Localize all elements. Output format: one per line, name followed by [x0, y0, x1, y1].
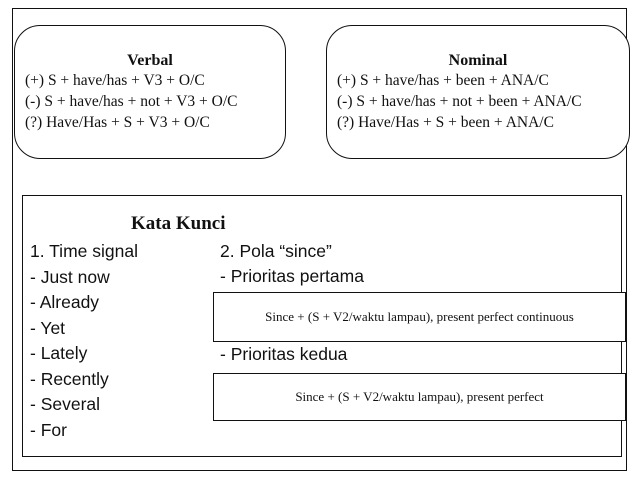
verbal-question: (?) Have/Has + S + V3 + O/C [25, 114, 210, 131]
time-signal-item: - Several [30, 394, 101, 414]
priority2-formula-box [213, 373, 626, 421]
kata-kunci-box [22, 195, 622, 457]
verbal-title: Verbal [127, 52, 173, 69]
priority2-formula: Since + (S + V2/waktu lampau), present perfect [295, 389, 544, 404]
priority1-formula: Since + (S + V2/waktu lampau), present perfect continuous [265, 309, 574, 324]
since-heading: 2. Pola “since” [220, 241, 332, 261]
nominal-negative: (-) S + have/has + not + been + ANA/C [337, 93, 582, 110]
verbal-box [14, 25, 286, 159]
nominal-positive: (+) S + have/has + been + ANA/C [337, 72, 549, 89]
nominal-box [326, 25, 630, 159]
priority1-label: - Prioritas pertama [220, 266, 364, 286]
time-signal-item: - For [30, 419, 67, 440]
verbal-positive: (+) S + have/has + V3 + O/C [25, 72, 205, 89]
time-signal-item: - Lately [30, 343, 88, 363]
time-signal-list [30, 239, 138, 443]
time-signal-item: - Recently [30, 368, 109, 389]
nominal-question: (?) Have/Has + S + been + ANA/C [337, 114, 554, 131]
time-signal-item: - Already [30, 292, 100, 312]
time-signal-item: - Just now [30, 266, 110, 287]
kata-kunci-title: Kata Kunci [131, 213, 226, 234]
priority1-formula-box [213, 292, 626, 342]
time-signal-item: - Yet [30, 317, 66, 338]
priority2-label: - Prioritas kedua [220, 344, 348, 364]
nominal-title: Nominal [448, 52, 508, 69]
time-signal-heading: 1. Time signal [30, 241, 138, 261]
verbal-negative: (-) S + have/has + not + V3 + O/C [25, 93, 238, 110]
